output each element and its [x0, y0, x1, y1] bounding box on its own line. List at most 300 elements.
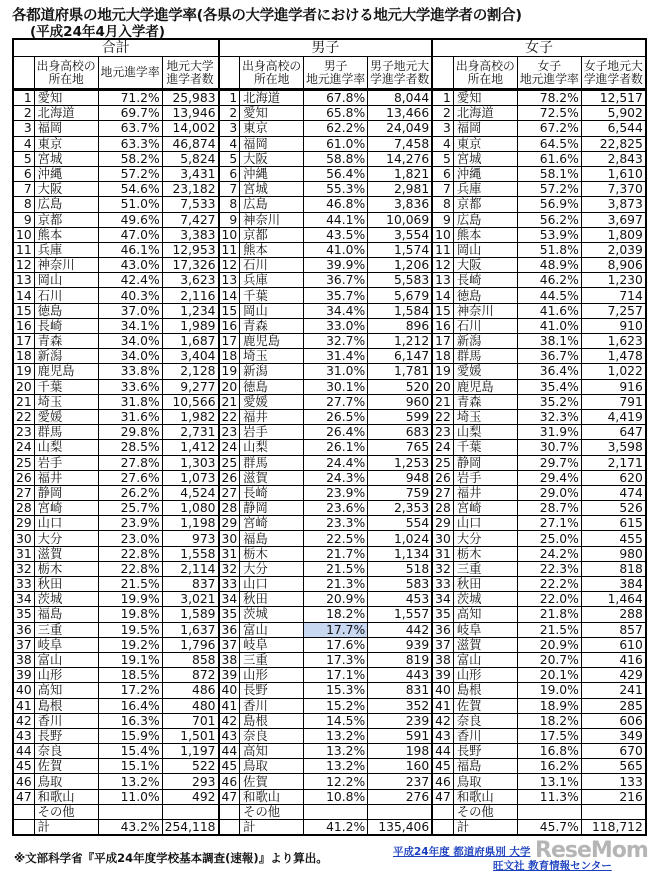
prefecture-cell: 鹿児島	[34, 364, 98, 379]
rank-cell: 25	[432, 455, 453, 470]
rate-cell: 18.2%	[304, 607, 368, 622]
prefecture-cell: 岩手	[453, 470, 517, 485]
count-cell: 819	[368, 652, 433, 667]
table-row	[13, 501, 646, 516]
rate-cell: 54.6%	[98, 182, 162, 197]
rank-cell: 10	[13, 227, 34, 242]
count-cell: 1,253	[368, 455, 433, 470]
rate-cell: 15.3%	[304, 683, 368, 698]
table-row	[13, 425, 646, 440]
rank-cell: 8	[219, 197, 240, 212]
count-cell: 3,431	[162, 166, 218, 181]
rank-cell: 2	[219, 106, 240, 121]
prefecture-cell: 大阪	[240, 151, 304, 166]
prefecture-cell: 熊本	[34, 227, 98, 242]
rate-cell: 17.1%	[304, 668, 368, 683]
table-row	[13, 728, 646, 743]
count-cell: 1,134	[368, 546, 433, 561]
rank-cell: 47	[219, 789, 240, 804]
prefecture-cell: 山形	[34, 668, 98, 683]
rank-cell: 34	[432, 592, 453, 607]
rate-cell: 37.0%	[98, 303, 162, 318]
rate-cell: 18.2%	[517, 713, 581, 728]
prefecture-cell: 滋賀	[34, 546, 98, 561]
rate-cell: 18.9%	[517, 698, 581, 713]
prefecture-cell: 石川	[34, 288, 98, 303]
count-cell: 1,464	[581, 592, 646, 607]
count-cell: 1,412	[162, 440, 218, 455]
count-cell: 352	[368, 698, 433, 713]
count-cell: 8,906	[581, 258, 646, 273]
rank-cell	[432, 804, 453, 819]
rate-cell: 22.2%	[517, 577, 581, 592]
rank-cell: 35	[432, 607, 453, 622]
rank-cell: 30	[432, 531, 453, 546]
rank-cell: 39	[432, 668, 453, 683]
rank-cell: 21	[219, 394, 240, 409]
rank-cell: 24	[13, 440, 34, 455]
rank-cell: 28	[432, 501, 453, 516]
other-label: その他	[453, 804, 517, 819]
prefecture-cell: 岐阜	[34, 637, 98, 652]
table-row	[13, 121, 646, 136]
rate-cell: 72.5%	[517, 106, 581, 121]
prefecture-cell: 三重	[240, 652, 304, 667]
rank-cell: 3	[432, 121, 453, 136]
rank-header	[219, 57, 240, 90]
count-cell: 239	[368, 713, 433, 728]
prefecture-cell: 富山	[453, 652, 517, 667]
prefecture-cell: 北海道	[240, 90, 304, 106]
group-header-female: 女子	[432, 39, 646, 57]
prefecture-cell: 北海道	[34, 106, 98, 121]
rate-cell: 14.5%	[304, 713, 368, 728]
rank-cell: 21	[432, 394, 453, 409]
source-link[interactable]: 平成24年度 都道府県別 大学	[393, 846, 531, 858]
rate-cell: 13.2%	[304, 759, 368, 774]
rate-cell: 19.2%	[98, 637, 162, 652]
prefecture-cell: 和歌山	[34, 789, 98, 804]
rate-cell: 17.6%	[304, 637, 368, 652]
count-cell: 6,544	[581, 121, 646, 136]
count-cell: 3,383	[162, 227, 218, 242]
rate-cell: 36.7%	[517, 349, 581, 364]
rate-cell: 18.5%	[98, 668, 162, 683]
col-header-name: 出身高校の 所在地	[240, 57, 304, 90]
rank-cell: 14	[219, 288, 240, 303]
rate-cell: 34.0%	[98, 334, 162, 349]
prefecture-cell: 栃木	[453, 546, 517, 561]
table-row	[13, 455, 646, 470]
rank-cell: 40	[219, 683, 240, 698]
rate-cell: 31.4%	[304, 349, 368, 364]
count-cell: 160	[368, 759, 433, 774]
rate-cell: 31.8%	[98, 394, 162, 409]
rank-cell: 24	[219, 440, 240, 455]
rate-cell: 11.0%	[98, 789, 162, 804]
count-cell: 241	[581, 683, 646, 698]
count-cell: 480	[162, 698, 218, 713]
table-row	[13, 485, 646, 500]
prefecture-cell: 青森	[34, 334, 98, 349]
rank-cell: 45	[432, 759, 453, 774]
rate-cell: 58.8%	[304, 151, 368, 166]
count-cell: 2,116	[162, 288, 218, 303]
rank-cell: 4	[219, 136, 240, 151]
rate-cell: 56.4%	[304, 166, 368, 181]
rate-cell: 57.2%	[517, 182, 581, 197]
rate-cell: 51.0%	[98, 197, 162, 212]
prefecture-cell: 山形	[453, 668, 517, 683]
count-cell: 5,902	[581, 106, 646, 121]
prefecture-cell: 秋田	[453, 577, 517, 592]
count-cell: 683	[368, 425, 433, 440]
prefecture-cell: 千葉	[34, 379, 98, 394]
table-row	[13, 440, 646, 455]
other-label: その他	[240, 804, 304, 819]
prefecture-cell: 岡山	[453, 242, 517, 257]
col-header-count: 地元大学 進学者数	[162, 57, 218, 90]
rank-cell: 45	[13, 759, 34, 774]
count-cell: 13,466	[368, 106, 433, 121]
prefecture-cell: 京都	[240, 227, 304, 242]
col-header-rate: 女子 地元進学率	[517, 57, 581, 90]
prefecture-cell: 福岡	[453, 121, 517, 136]
count-cell: 10,566	[162, 394, 218, 409]
count-cell: 599	[368, 409, 433, 424]
table-row	[13, 774, 646, 789]
rate-cell: 46.1%	[98, 242, 162, 257]
count-cell: 5,824	[162, 151, 218, 166]
rank-cell: 40	[432, 683, 453, 698]
rank-cell	[219, 804, 240, 819]
rate-cell: 17.7%	[304, 622, 368, 637]
rank-cell: 36	[13, 622, 34, 637]
prefecture-cell: 東京	[34, 136, 98, 151]
rank-cell: 37	[13, 637, 34, 652]
rate-cell: 23.3%	[304, 516, 368, 531]
rank-cell: 12	[432, 258, 453, 273]
count-cell: 591	[368, 728, 433, 743]
rank-cell: 10	[219, 227, 240, 242]
other-row	[13, 804, 646, 819]
rank-cell: 46	[13, 774, 34, 789]
count-cell: 17,326	[162, 258, 218, 273]
count-cell: 3,697	[581, 212, 646, 227]
count-cell: 606	[581, 713, 646, 728]
count-cell: 620	[581, 470, 646, 485]
rate-cell: 20.7%	[517, 652, 581, 667]
rate-cell: 53.9%	[517, 227, 581, 242]
prefecture-cell: 栃木	[240, 546, 304, 561]
col-header-name: 出身高校の 所在地	[453, 57, 517, 90]
prefecture-cell: 佐賀	[453, 698, 517, 713]
count-cell: 1,022	[581, 364, 646, 379]
prefecture-cell: 茨城	[34, 592, 98, 607]
rank-cell: 16	[13, 318, 34, 333]
prefecture-cell: 香川	[453, 728, 517, 743]
count-cell: 455	[581, 531, 646, 546]
rate-cell: 13.2%	[304, 744, 368, 759]
count-cell: 1,024	[368, 531, 433, 546]
rate-cell: 41.0%	[304, 242, 368, 257]
rate-cell: 24.4%	[304, 455, 368, 470]
prefecture-cell: 福井	[34, 470, 98, 485]
table-row	[13, 136, 646, 151]
prefecture-cell: 茨城	[240, 607, 304, 622]
rate-cell: 51.8%	[517, 242, 581, 257]
rank-cell	[219, 820, 240, 836]
count-cell: 2,843	[581, 151, 646, 166]
rank-cell: 41	[432, 698, 453, 713]
count-cell: 4,524	[162, 485, 218, 500]
count-cell: 1,197	[162, 744, 218, 759]
rate-cell: 33.6%	[98, 379, 162, 394]
count-cell: 4,419	[581, 409, 646, 424]
prefecture-cell: 岐阜	[453, 622, 517, 637]
rate-cell: 33.8%	[98, 364, 162, 379]
table-row	[13, 789, 646, 804]
count-cell: 293	[162, 774, 218, 789]
rank-cell: 34	[13, 592, 34, 607]
table-row	[13, 409, 646, 424]
count-cell: 453	[368, 592, 433, 607]
group-header-total: 合計	[13, 39, 219, 57]
prefecture-cell: 宮城	[453, 151, 517, 166]
count-cell: 1,501	[162, 728, 218, 743]
rank-cell: 16	[219, 318, 240, 333]
rate-cell	[98, 804, 162, 819]
rank-cell: 1	[219, 90, 240, 106]
rate-cell: 28.5%	[98, 440, 162, 455]
count-cell: 1,080	[162, 501, 218, 516]
prefecture-cell: 大阪	[453, 258, 517, 273]
rate-cell: 44.5%	[517, 288, 581, 303]
rate-cell: 40.3%	[98, 288, 162, 303]
table-row	[13, 379, 646, 394]
rate-cell: 20.9%	[304, 592, 368, 607]
count-cell: 714	[581, 288, 646, 303]
prefecture-cell: 徳島	[453, 288, 517, 303]
rank-cell: 1	[13, 90, 34, 106]
table-row	[13, 652, 646, 667]
table-row	[13, 227, 646, 242]
footnote: ※文部科学省『平成24年度学校基本調査(速報)』より算出。	[14, 851, 328, 865]
count-cell: 7,370	[581, 182, 646, 197]
count-cell: 22,825	[581, 136, 646, 151]
prefecture-cell: 静岡	[240, 501, 304, 516]
rate-cell: 27.8%	[98, 455, 162, 470]
rank-cell: 47	[13, 789, 34, 804]
rate-cell: 69.7%	[98, 106, 162, 121]
rate-cell: 23.6%	[304, 501, 368, 516]
rank-cell: 44	[219, 744, 240, 759]
rank-cell: 38	[13, 652, 34, 667]
count-cell: 3,554	[368, 227, 433, 242]
prefecture-cell: 奈良	[453, 713, 517, 728]
rank-cell: 8	[432, 197, 453, 212]
rate-cell: 44.1%	[304, 212, 368, 227]
table-row	[13, 349, 646, 364]
prefecture-cell: 愛知	[240, 106, 304, 121]
rate-cell: 56.2%	[517, 212, 581, 227]
rank-cell: 32	[432, 561, 453, 576]
rank-cell: 16	[432, 318, 453, 333]
rate-cell: 11.3%	[517, 789, 581, 804]
prefecture-cell: 宮崎	[453, 501, 517, 516]
sum-rate: 45.7%	[517, 820, 581, 836]
table-row	[13, 318, 646, 333]
rate-cell: 61.6%	[517, 151, 581, 166]
rate-cell: 34.0%	[98, 349, 162, 364]
count-cell: 1,989	[162, 318, 218, 333]
count-cell: 14,276	[368, 151, 433, 166]
prefecture-cell: 高知	[453, 607, 517, 622]
prefecture-cell: 宮崎	[240, 516, 304, 531]
rate-cell: 21.7%	[304, 546, 368, 561]
rate-cell: 29.0%	[517, 485, 581, 500]
count-cell: 12,953	[162, 242, 218, 257]
rank-cell: 38	[219, 652, 240, 667]
rank-cell: 31	[432, 546, 453, 561]
rank-cell: 40	[13, 683, 34, 698]
count-cell: 276	[368, 789, 433, 804]
count-cell: 429	[581, 668, 646, 683]
rate-cell: 58.1%	[517, 166, 581, 181]
count-cell: 13,946	[162, 106, 218, 121]
prefecture-cell: 北海道	[453, 106, 517, 121]
count-cell: 759	[368, 485, 433, 500]
prefecture-cell: 香川	[34, 713, 98, 728]
prefecture-cell: 群馬	[34, 425, 98, 440]
table-row	[13, 668, 646, 683]
count-cell: 3,021	[162, 592, 218, 607]
prefecture-cell: 岡山	[240, 303, 304, 318]
prefecture-cell: 三重	[34, 622, 98, 637]
prefecture-cell: 岩手	[34, 455, 98, 470]
prefecture-cell: 岐阜	[240, 637, 304, 652]
rate-cell: 36.4%	[517, 364, 581, 379]
rate-cell: 43.5%	[304, 227, 368, 242]
rate-cell: 17.3%	[304, 652, 368, 667]
rate-cell: 13.2%	[98, 774, 162, 789]
col-header-count: 女子地元大 学進学者数	[581, 57, 646, 90]
rate-cell: 13.1%	[517, 774, 581, 789]
prefecture-cell: 福井	[453, 485, 517, 500]
rate-cell: 26.2%	[98, 485, 162, 500]
prefecture-cell: 新潟	[453, 334, 517, 349]
count-cell: 1,073	[162, 470, 218, 485]
prefecture-cell: 福井	[240, 409, 304, 424]
prefecture-cell: 神奈川	[34, 258, 98, 273]
rank-cell: 1	[432, 90, 453, 106]
table-row	[13, 197, 646, 212]
count-cell: 948	[368, 470, 433, 485]
rank-cell: 17	[219, 334, 240, 349]
prefecture-cell: 岩手	[240, 425, 304, 440]
rate-cell: 35.7%	[304, 288, 368, 303]
rate-cell: 46.8%	[304, 197, 368, 212]
rank-cell: 25	[219, 455, 240, 470]
prefecture-cell: 山梨	[34, 440, 98, 455]
rate-cell: 19.9%	[98, 592, 162, 607]
rate-cell: 23.9%	[304, 485, 368, 500]
rate-cell: 39.9%	[304, 258, 368, 273]
rank-cell: 28	[219, 501, 240, 516]
rate-cell: 19.1%	[98, 652, 162, 667]
local-university-rate-table	[12, 38, 647, 836]
prefecture-cell: 富山	[240, 622, 304, 637]
prefecture-cell: 長野	[34, 728, 98, 743]
prefecture-cell: 茨城	[453, 592, 517, 607]
prefecture-cell: 東京	[240, 121, 304, 136]
count-cell: 1,809	[581, 227, 646, 242]
rank-cell: 7	[432, 182, 453, 197]
prefecture-cell: 愛知	[453, 90, 517, 106]
rate-cell: 67.2%	[517, 121, 581, 136]
prefecture-cell: 石川	[453, 318, 517, 333]
count-cell: 349	[581, 728, 646, 743]
table-row	[13, 182, 646, 197]
rate-cell: 58.2%	[98, 151, 162, 166]
prefecture-cell: 長野	[453, 744, 517, 759]
rate-cell: 32.3%	[517, 409, 581, 424]
prefecture-cell: 島根	[240, 713, 304, 728]
rank-cell: 7	[13, 182, 34, 197]
rank-cell: 6	[432, 166, 453, 181]
rank-cell: 31	[219, 546, 240, 561]
rate-cell: 20.1%	[517, 668, 581, 683]
count-cell: 8,044	[368, 90, 433, 106]
count-cell: 1,623	[581, 334, 646, 349]
count-cell: 9,277	[162, 379, 218, 394]
count-cell: 1,584	[368, 303, 433, 318]
prefecture-cell: 宮城	[240, 182, 304, 197]
rate-cell: 22.5%	[304, 531, 368, 546]
rate-cell: 29.8%	[98, 425, 162, 440]
prefecture-cell: 沖縄	[34, 166, 98, 181]
sum-label: 計	[453, 820, 517, 836]
prefecture-cell: 鹿児島	[240, 334, 304, 349]
rank-cell: 26	[219, 470, 240, 485]
count-cell: 2,353	[368, 501, 433, 516]
rank-cell: 12	[219, 258, 240, 273]
rate-cell: 49.6%	[98, 212, 162, 227]
rank-cell: 19	[432, 364, 453, 379]
rate-cell: 42.4%	[98, 273, 162, 288]
source-publisher-link[interactable]: 旺文社 教育情報センター	[493, 860, 612, 872]
rank-cell: 27	[13, 485, 34, 500]
table-row	[13, 698, 646, 713]
table-row	[13, 242, 646, 257]
rate-cell: 19.5%	[98, 622, 162, 637]
rate-cell: 21.5%	[98, 577, 162, 592]
prefecture-cell: 静岡	[453, 455, 517, 470]
rate-cell: 61.0%	[304, 136, 368, 151]
prefecture-cell: 新潟	[240, 364, 304, 379]
prefecture-cell: 兵庫	[34, 242, 98, 257]
count-cell: 6,147	[368, 349, 433, 364]
rank-cell: 4	[432, 136, 453, 151]
prefecture-cell: 高知	[240, 744, 304, 759]
count-cell: 896	[368, 318, 433, 333]
prefecture-cell: 鳥取	[453, 774, 517, 789]
count-cell: 288	[581, 607, 646, 622]
prefecture-cell: 京都	[453, 197, 517, 212]
rate-cell: 24.3%	[304, 470, 368, 485]
prefecture-cell: 群馬	[240, 455, 304, 470]
sum-row	[13, 820, 646, 836]
